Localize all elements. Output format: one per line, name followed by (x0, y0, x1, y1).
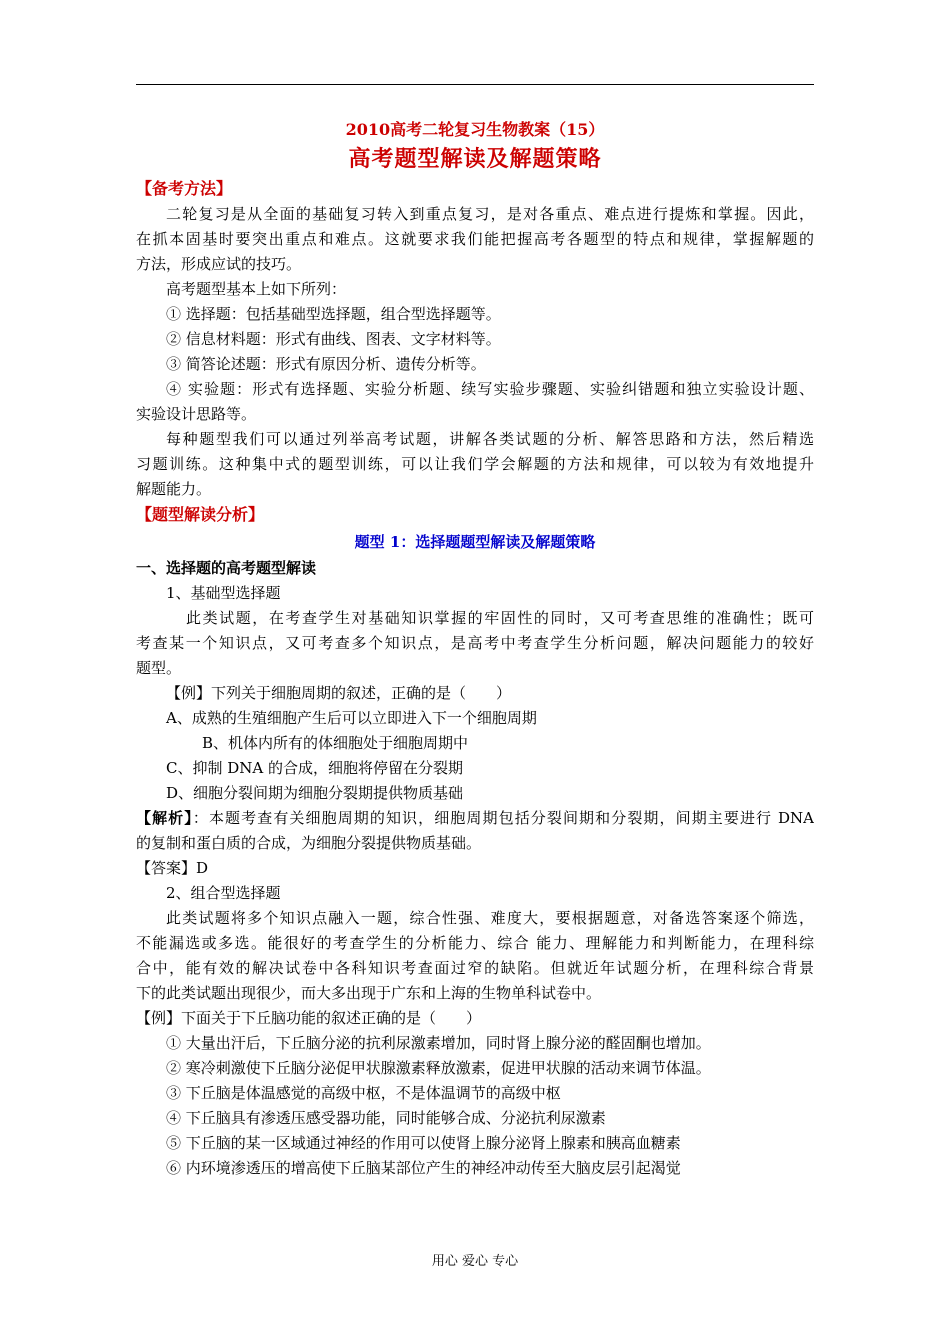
document-subtitle: 2010高考二轮复习生物教案（15） (345, 120, 605, 139)
option-a: A、成熟的生殖细胞产生后可以立即进入下一个细胞周期 (166, 709, 537, 727)
question-type-heading: 题型 1：选择题题型解读及解题策略 (354, 533, 596, 551)
subsection-heading: 2、组合型选择题 (166, 884, 281, 902)
list-item: ③ 简答论述题：形式有原因分析、遗传分析等。 (166, 355, 486, 373)
option-d: D、细胞分裂间期为细胞分裂期提供物质基础 (166, 784, 464, 802)
list-item: ① 选择题：包括基础型选择题，组合型选择题等。 (166, 305, 501, 323)
option-b: B、机体内所有的体细胞处于细胞周期中 (202, 734, 469, 752)
statement-item: ② 寒冷刺激使下丘脑分泌促甲状腺激素释放激素，促进甲状腺的活动来调节体温。 (166, 1059, 711, 1077)
paragraph-line: 习题训练。这种集中式的题型训练，可以让我们学会解题的方法和规律，可以较为有效地提升 (136, 455, 814, 473)
document-title: 高考题型解读及解题策略 (348, 146, 602, 172)
paragraph-line: 在抓本固基时要突出重点和难点。这就要求我们能把握高考各题型的特点和规律，掌握解题的 (136, 230, 814, 248)
example-question: 【例】下列关于细胞周期的叙述，正确的是（ ） (166, 684, 512, 702)
statement-item: ③ 下丘脑是体温感觉的高级中枢，不是体温调节的高级中枢 (166, 1084, 561, 1102)
option-c: C、抑制 DNA 的合成，细胞将停留在分裂期 (166, 759, 463, 777)
paragraph-line: 此类试题将多个知识点融入一题，综合性强、难度大，要根据题意，对备选答案逐个筛选， (166, 909, 814, 927)
paragraph-line: 题型。 (136, 659, 182, 677)
section-heading-analysis: 【题型解读分析】 (136, 505, 265, 524)
analysis-text: ：本题考查有关细胞周期的知识，细胞周期包括分裂间期和分裂期，间期主要进行 DNA (192, 809, 814, 827)
paragraph-line: 每种题型我们可以通过列举高考试题，讲解各类试题的分析、解答思路和方法，然后精选 (166, 430, 814, 448)
header-rule (136, 84, 814, 85)
paragraph-line: 高考题型基本上如下所列： (166, 280, 347, 298)
paragraph-line: 考查某一个知识点，又可考查多个知识点，是高考中考查学生分析问题，解决问题能力的较好 (136, 634, 814, 652)
paragraph-line: 二轮复习是从全面的基础复习转入到重点复习，是对各重点、难点进行提炼和掌握。因此， (166, 205, 814, 223)
list-item: ② 信息材料题：形式有曲线、图表、文字材料等。 (166, 330, 501, 348)
analysis-label: 【解析】 (136, 809, 193, 827)
section-heading-preparation: 【备考方法】 (136, 179, 233, 198)
paragraph-line: 合中，能有效的解决试卷中各科知识考查面过窄的缺陷。但就近年试题分析，在理科综合背景 (136, 959, 814, 977)
example-question: 【例】下面关于下丘脑功能的叙述正确的是（ ） (136, 1009, 482, 1027)
list-item: ④ 实验题：形式有选择题、实验分析题、续写实验步骤题、实验纠错题和独立实验设计题、 (166, 380, 814, 398)
paragraph-line: 不能漏选或多选。能很好的考查学生的分析能力、综合 能力、理解能力和判断能力，在理科综 (136, 934, 814, 952)
statement-item: ④ 下丘脑具有渗透压感受器功能，同时能够合成、分泌抗利尿激素 (166, 1109, 606, 1127)
statement-item: ⑤ 下丘脑的某一区域通过神经的作用可以使肾上腺分泌肾上腺素和胰高血糖素 (166, 1134, 681, 1152)
page-footer: 用心 爱心 专心 (431, 1254, 519, 1269)
list-item: 实验设计思路等。 (136, 405, 257, 423)
subsection-heading: 1、基础型选择题 (166, 584, 281, 602)
document-body (136, 118, 814, 1181)
paragraph-line: 此类试题，在考查学生对基础知识掌握的牢固性的同时，又可考查思维的准确性；既可 (186, 609, 814, 627)
paragraph-line: 解题能力。 (136, 480, 212, 498)
answer-line: 【答案】D (136, 859, 209, 877)
statement-item: ⑥ 内环境渗透压的增高使下丘脑某部位产生的神经冲动传至大脑皮层引起渴觉 (166, 1159, 681, 1177)
analysis-line: 的复制和蛋白质的合成，为细胞分裂提供物质基础。 (136, 834, 482, 852)
analysis-line (136, 806, 814, 831)
part-heading: 一、选择题的高考题型解读 (136, 559, 317, 577)
paragraph-line: 方法，形成应试的技巧。 (136, 255, 302, 273)
paragraph-line: 下的此类试题出现很少，而大多出现于广东和上海的生物单科试卷中。 (136, 984, 602, 1002)
statement-item: ① 大量出汗后，下丘脑分泌的抗利尿激素增加，同时肾上腺分泌的醛固酮也增加。 (166, 1034, 711, 1052)
